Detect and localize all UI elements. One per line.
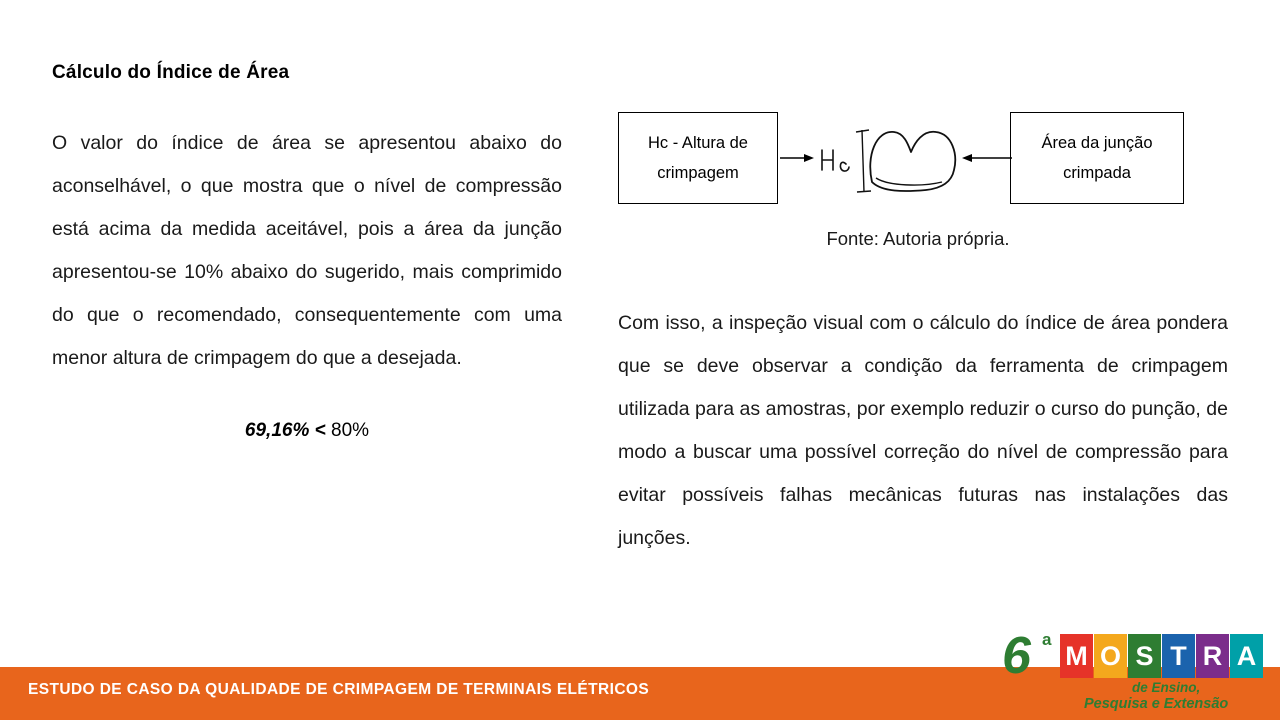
- right-body-paragraph: Com isso, a inspeção visual com o cálculo do índice de área pondera que se deve observar a condição da ferramenta de crimpagem utilizada para as amostras, por exemplo reduzir o curso do punção, de modo a buscar uma possível correção do nível de compressão para evitar possíveis falhas mecânicas futuras nas instalações das junções.: [618, 312, 1228, 549]
- logo-tile-a: A: [1230, 634, 1263, 678]
- logo-tile-o: O: [1094, 634, 1127, 678]
- crimp-diagram: [618, 108, 1228, 212]
- formula-value: 69,16%: [244, 420, 310, 441]
- logo-tile-t: T: [1162, 634, 1195, 678]
- callout-area-line2: crimpada: [1063, 164, 1131, 182]
- left-content-column: [52, 62, 562, 442]
- logo-tile-m: M: [1060, 634, 1093, 678]
- logo-numeral: 6: [1002, 627, 1031, 685]
- crimp-cross-section-sketch: [776, 108, 1016, 212]
- page-title: Cálculo do Índice de Área: [52, 62, 290, 83]
- left-body-paragraph: O valor do índice de área se apresentou abaixo do aconselhável, o que mostra que o nível de compressão está acima da medida aceitável, pois a área da junção apresentou-se 10% abaixo do sugerido, mais comprimido do que o recomendado, consequentemente com uma menor altura de crimpagem do que a desejada.: [52, 132, 562, 369]
- callout-height-label: [618, 112, 778, 204]
- logo-tile-r: R: [1196, 634, 1229, 678]
- formula-reference: 80%: [331, 420, 370, 441]
- right-content-column: [618, 108, 1228, 560]
- logo-subtitle-line1: de Ensino,: [1132, 680, 1201, 695]
- formula-operator: <: [309, 420, 332, 441]
- logo-tile-s: S: [1128, 634, 1161, 678]
- callout-area-label: [1010, 112, 1184, 204]
- callout-area-line1: Área da junção: [1041, 134, 1153, 152]
- footer-title: ESTUDO DE CASO DA QUALIDADE DE CRIMPAGEM DE TERMINAIS ELÉTRICOS: [28, 681, 650, 698]
- callout-height-line1: Hc - Altura de: [648, 134, 748, 152]
- event-logo: [998, 628, 1266, 714]
- logo-ordinal: a: [1042, 630, 1052, 649]
- figure-source-caption: Fonte: Autoria própria.: [826, 228, 1010, 249]
- logo-subtitle-line2: Pesquisa e Extensão: [1084, 696, 1229, 712]
- index-formula: [52, 420, 562, 442]
- callout-height-line2: crimpagem: [657, 164, 739, 182]
